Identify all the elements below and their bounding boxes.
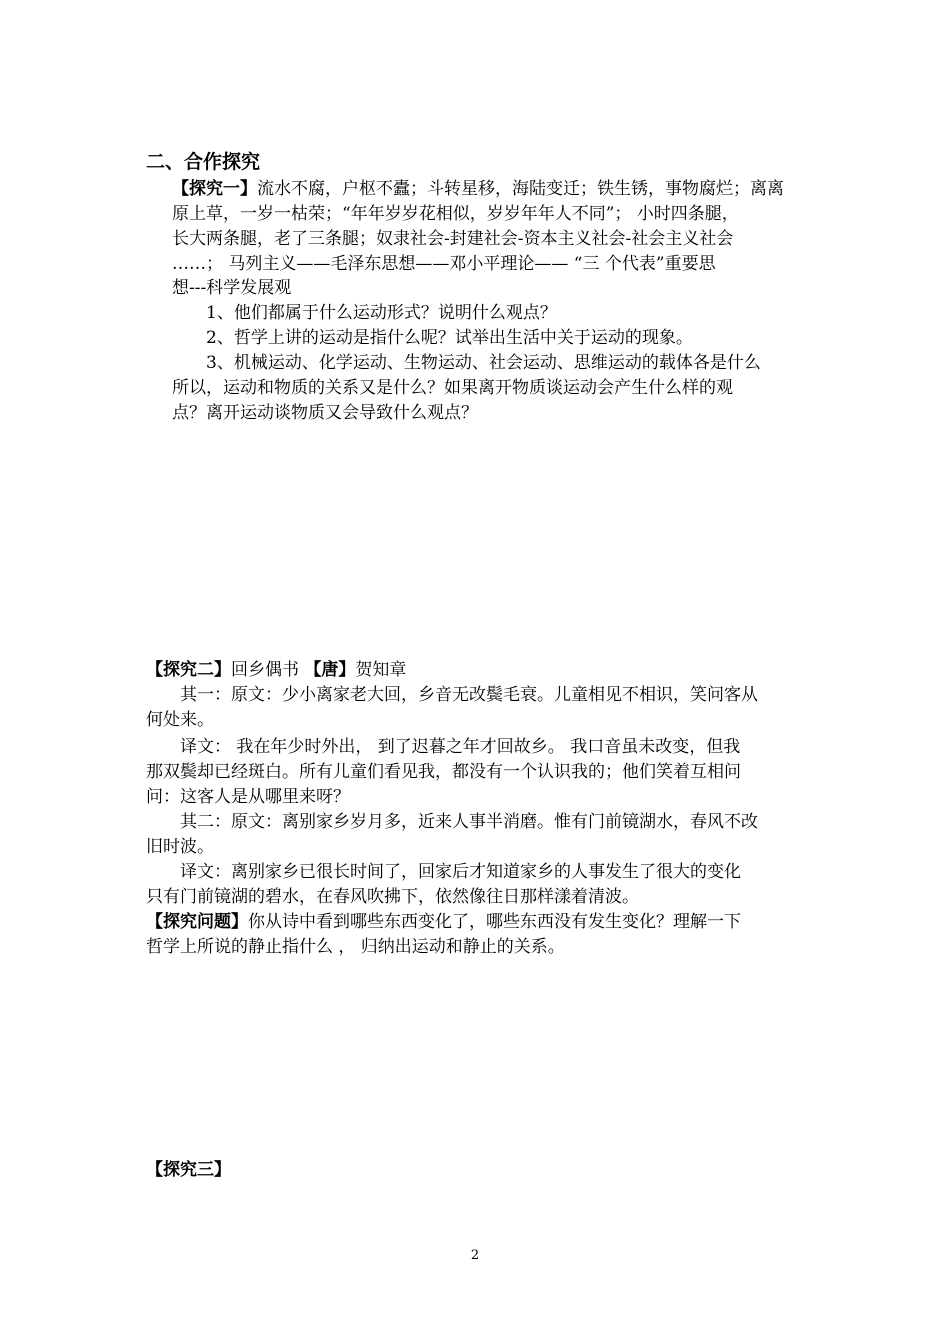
explore1-label: 【探究一】: [172, 179, 257, 199]
poem-dynasty: 【唐】: [304, 660, 356, 680]
explore2-label: 【探究二】: [146, 660, 231, 680]
poem1-original-line-2: 何处来。: [146, 710, 214, 730]
explore1-question-3-line-2: 所以，运动和物质的关系又是什么？如果离开物质谈运动会产生什么样的观: [172, 378, 733, 398]
poem2-original-line-1: 其二：原文：离别家乡岁月多，近来人事半消磨。惟有门前镜湖水，春风不改: [180, 812, 758, 832]
poem2-original-line-2: 旧时波。: [146, 837, 214, 857]
explore1-line-5: 想---科学发展观: [172, 278, 292, 298]
explore-question-label: 【探究问题】: [146, 912, 248, 932]
poem2-translation-line-2: 只有门前镜湖的碧水，在春风吹拂下，依然像往日那样漾着清波。: [146, 887, 639, 907]
page-number: 2: [470, 1248, 480, 1263]
poem2-translation-line-1: 译文：离别家乡已很长时间了，回家后才知道家乡的人事发生了很大的变化: [180, 862, 741, 882]
explore1-question-2: 2、哲学上讲的运动是指什么呢？试举出生活中关于运动的现象。: [206, 328, 693, 348]
section-heading: 二、合作探究: [146, 151, 261, 173]
poem-title: 回乡偶书: [231, 660, 305, 680]
explore1-line-4: ……； 马列主义——毛泽东思想——邓小平理论—— “三 个代表”重要思: [172, 254, 716, 274]
explore1-line-1: [172, 177, 784, 201]
explore-question-text-1: 你从诗中看到哪些东西变化了，哪些东西没有发生变化？理解一下: [248, 912, 741, 932]
poem-author: 贺知章: [355, 660, 407, 680]
explore1-question-3-line-1: 3、机械运动、化学运动、生物运动、社会运动、思维运动的载体各是什么: [206, 353, 761, 373]
explore2-title-line: [146, 658, 406, 682]
poem1-translation-line-2: 那双鬓却已经斑白。所有儿童们看见我，都没有一个认识我的；他们笑着互相问: [146, 762, 741, 782]
explore1-line-2: 原上草，一岁一枯荣；“年年岁岁花相似，岁岁年年人不同”； 小时四条腿，: [172, 204, 739, 224]
poem1-original-line-1: 其一：原文：少小离家老大回，乡音无改鬓毛衰。儿童相见不相识，笑问客从: [180, 685, 758, 705]
explore1-line-3: 长大两条腿，老了三条腿；奴隶社会-封建社会-资本主义社会-社会主义社会: [172, 229, 734, 249]
explore3-label: 【探究三】: [146, 1160, 231, 1180]
explore-question-line-2: 哲学上所说的静止指什么 ， 归纳出运动和静止的关系。: [146, 937, 565, 957]
explore-question-line-1: [146, 910, 741, 934]
explore1-question-3-line-3: 点？离开运动谈物质又会导致什么观点？: [172, 403, 478, 423]
explore1-text-1: 流水不腐，户枢不蠹；斗转星移，海陆变迁；铁生锈，事物腐烂；离离: [257, 179, 784, 199]
poem1-translation-line-3: 问：这客人是从哪里来呀？: [146, 787, 350, 807]
explore1-question-1: 1、他们都属于什么运动形式？说明什么观点？: [206, 303, 557, 323]
poem1-translation-line-1: 译文： 我在年少时外出， 到了迟暮之年才回故乡。 我口音虽未改变，但我: [180, 737, 741, 757]
